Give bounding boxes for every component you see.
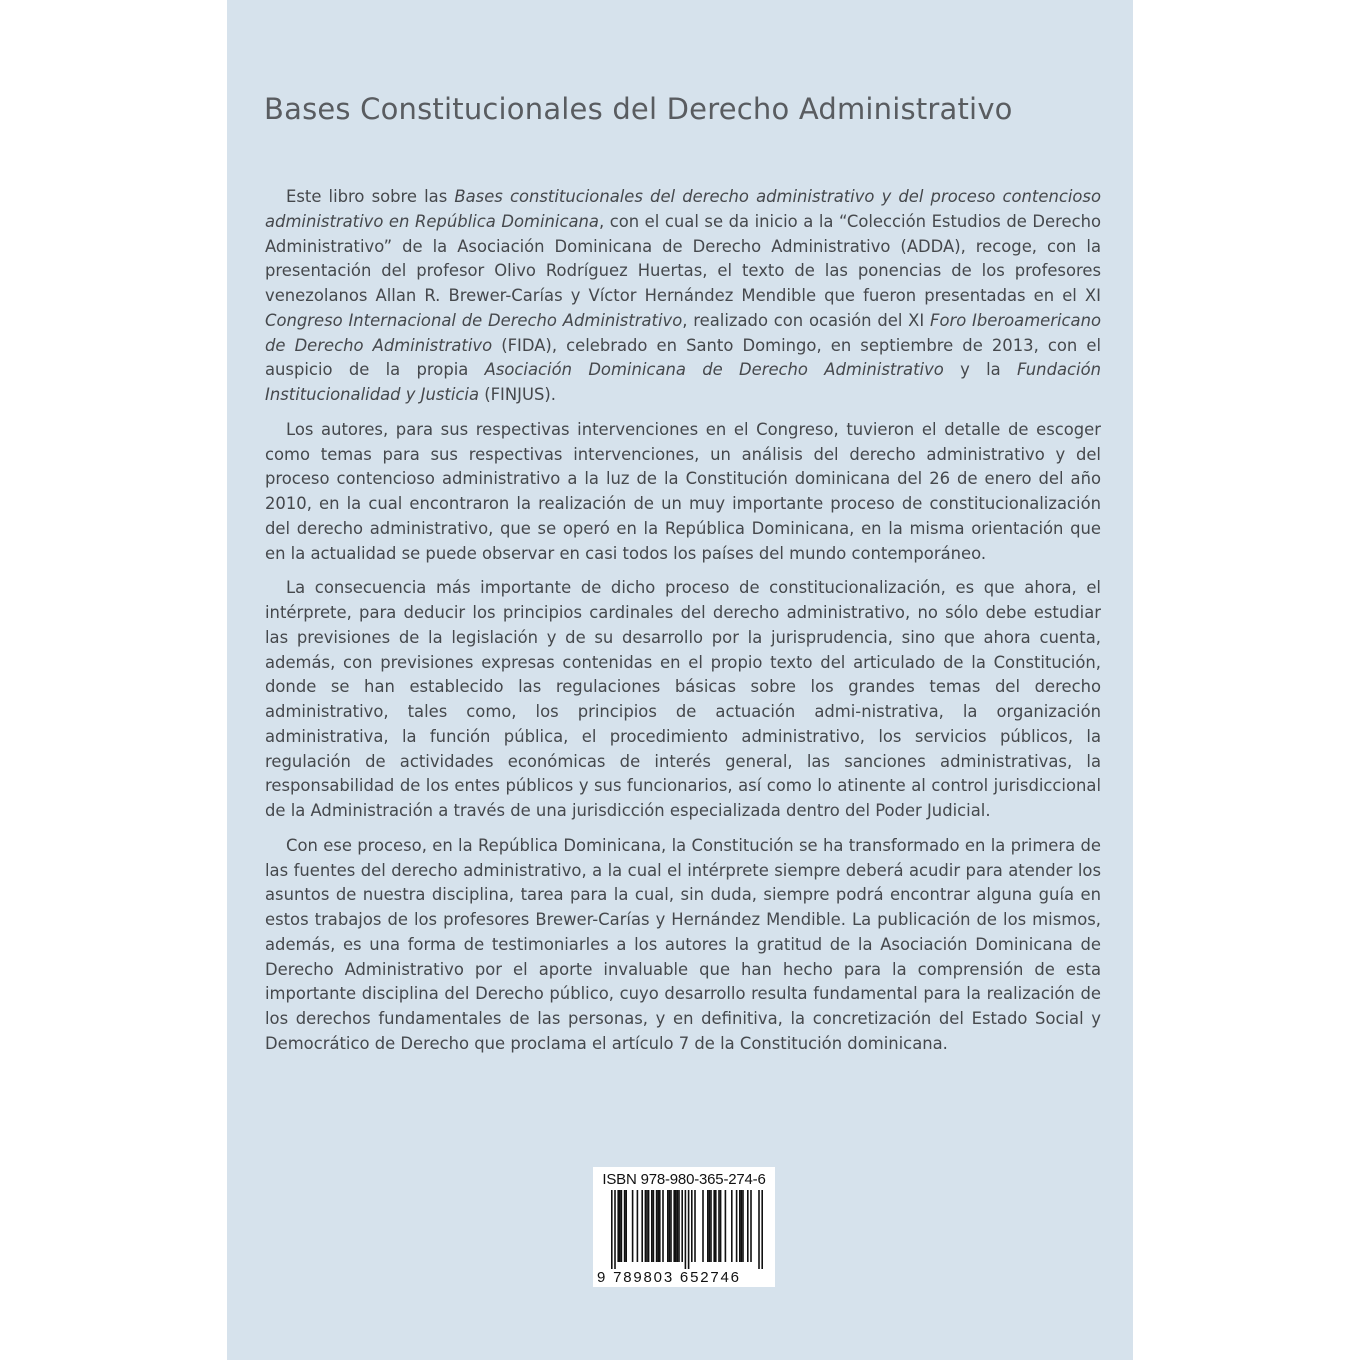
barcode-bar — [715, 1190, 717, 1262]
barcode-bar — [741, 1190, 743, 1262]
text-run: (FIDA), celebrado en Santo Domingo, en septiembre de 2013, con el auspicio de la propia — [265, 335, 1101, 380]
barcode-bar — [761, 1190, 763, 1269]
barcode-bar — [736, 1190, 738, 1262]
barcode-bar — [739, 1190, 741, 1262]
barcode-bar — [710, 1190, 712, 1262]
text-run: y la — [943, 360, 1018, 380]
barcode-bar — [646, 1190, 648, 1262]
barcode-bar — [688, 1190, 690, 1269]
barcode-bar — [718, 1190, 720, 1262]
barcode-bar — [648, 1190, 650, 1262]
barcode-bar — [702, 1190, 704, 1262]
barcode-bar — [632, 1190, 634, 1262]
barcode-bar — [707, 1190, 709, 1262]
italic-run: Bases constitucionales del derecho administrativo y del proceso contencioso administrativo en República Dominicana — [265, 187, 1101, 231]
barcode-bar — [747, 1190, 749, 1262]
barcode-bar — [637, 1190, 639, 1262]
barcode-bar — [659, 1190, 661, 1262]
barcode-bar — [750, 1190, 752, 1262]
barcode-bar — [678, 1190, 680, 1262]
book-title: Bases Constitucionales del Derecho Administrativo — [264, 92, 1013, 126]
barcode-bar — [667, 1190, 669, 1262]
barcode-bar — [670, 1190, 672, 1262]
barcode-bar — [677, 1190, 679, 1262]
barcode-icon — [597, 1190, 771, 1269]
italic-run: Foro Iberoamericano de Derecho Administrativo — [265, 310, 1102, 355]
barcode-bar — [694, 1190, 696, 1262]
barcode-bar — [619, 1190, 621, 1262]
barcode-bar — [657, 1190, 659, 1262]
barcode-bar — [617, 1190, 619, 1262]
barcode-bar — [681, 1190, 683, 1262]
barcode-bar — [675, 1190, 677, 1262]
text-run: Los autores, para sus respectivas intervenciones en el Congreso, tuvieron el detalle de escoger como temas para sus respectivas intervenciones, un análisis del derecho administrativo y del proceso contencioso administrativo a la luz de la Constitución dominicana del 26 de enero del año 2010, en la cual encontraron la realización de un muy importante proceso de constitucionalización del derecho administrativo, que se operó en la República Dominicana, en la misma orientación que en la actualidad se puede observar en casi todos los países del mundo contemporáneo. — [265, 419, 1101, 563]
barcode-bar — [709, 1190, 711, 1262]
back-cover — [227, 0, 1133, 1360]
italic-run: Congreso Internacional de Derecho Administrativo — [265, 310, 683, 330]
italic-run: Fundación Institucionalidad y Justicia — [265, 360, 1102, 404]
barcode-bar — [713, 1190, 715, 1262]
barcode-bar — [624, 1190, 626, 1262]
barcode-bar — [691, 1190, 693, 1262]
synopsis-paragraph — [265, 418, 1101, 567]
synopsis-paragraph — [265, 185, 1101, 408]
text-run: (FINJUS). — [479, 385, 556, 404]
barcode-bar — [662, 1190, 664, 1262]
synopsis-paragraph — [265, 576, 1101, 824]
isbn-label: ISBN 978-980-365-274-6 — [602, 1171, 766, 1188]
italic-run: Asociación Dominicana de Derecho Administrativo — [484, 360, 944, 380]
barcode-bar — [731, 1190, 733, 1262]
barcode-bar — [725, 1190, 727, 1262]
barcode-bar — [653, 1190, 655, 1262]
barcode-bar — [673, 1190, 675, 1262]
text-run: La consecuencia más importante de dicho proceso de constitucionalización, es que ahora, el intérprete, para deducir los principios cardinales del derecho administrativo, no sólo debe estudiar las previsiones de la legislación y de su desarrollo por la jurisprudencia, sino que ahora cuenta, además, con previsiones expresas contenidas en el propio texto del articulado de la Constitución, donde se han establecido las regulaciones básicas sobre los grandes temas del derecho administrativo, tales como, los principios de actuación admi-nistrativa, la organización administrativa, la función pública, el procedimiento administrativo, los servicios públicos, la regulación de actividades económicas de interés general, las sanciones administrativas, la responsabilidad de los entes públicos y sus funcionarios, así como lo atinente al control jurisdiccional de la Administración a través de una jurisdicción especializada dentro del Poder Judicial. — [265, 578, 1101, 820]
barcode-bar — [685, 1190, 687, 1269]
text-run: , con el cual se da inicio a la “Colección Estudios de Derecho Administrativo” de la Asociación Dominicana de Derecho Administrativo (ADDA), recoge, con la presentación del profesor Olivo Rodríguez Huertas, el texto de las ponencias de los profesores venezolanos Allan R. Brewer-Carías y Víctor Hernández Mendible que fueron presentadas en el XI — [265, 211, 1101, 305]
text-run: Con ese proceso, en la República Dominicana, la Constitución se ha transformado en la primera de las fuentes del derecho administrativo, a la cual el intérprete siempre deberá acudir para atender los asuntos de nuestra disciplina, tarea para la cual, sin duda, siempre podrá encontrar alguna guía en estos trabajos de los profesores Brewer-Carías y Hernández Mendible. La publicación de los mismos, además, es una forma de testimoniarles a los autores la gratitud de la Asociación Dominicana de Derecho Administrativo por el aporte invaluable que han hecho para la comprensión de esta importante disciplina del Derecho público, cuyo desarrollo resulta fundamental para la realización de los derechos fundamentales de las personas, y en definitiva, la concretización del Estado Social y Democrático de Derecho que proclama el artículo 7 de la Constitución dominicana. — [265, 835, 1101, 1053]
barcode-bar — [625, 1190, 627, 1262]
barcode-bar — [669, 1190, 671, 1262]
text-run: Este libro sobre las — [286, 187, 455, 206]
barcode-bar — [656, 1190, 658, 1262]
barcode-bar — [742, 1190, 744, 1262]
synopsis — [265, 185, 1101, 1067]
barcode-bar — [611, 1190, 613, 1269]
ean-digits: 9 789803 652746 — [597, 1269, 741, 1286]
barcode-bar — [651, 1190, 653, 1262]
barcode-bar — [758, 1190, 760, 1269]
isbn-barcode-block — [593, 1167, 775, 1287]
synopsis-paragraph — [265, 834, 1101, 1057]
barcode-bar — [614, 1190, 616, 1269]
barcode-bar — [645, 1190, 647, 1262]
barcode-bar — [641, 1190, 643, 1262]
barcode-bar — [720, 1190, 722, 1262]
barcode-bar — [621, 1190, 623, 1262]
text-run: , realizado con ocasión del XI — [682, 310, 931, 330]
